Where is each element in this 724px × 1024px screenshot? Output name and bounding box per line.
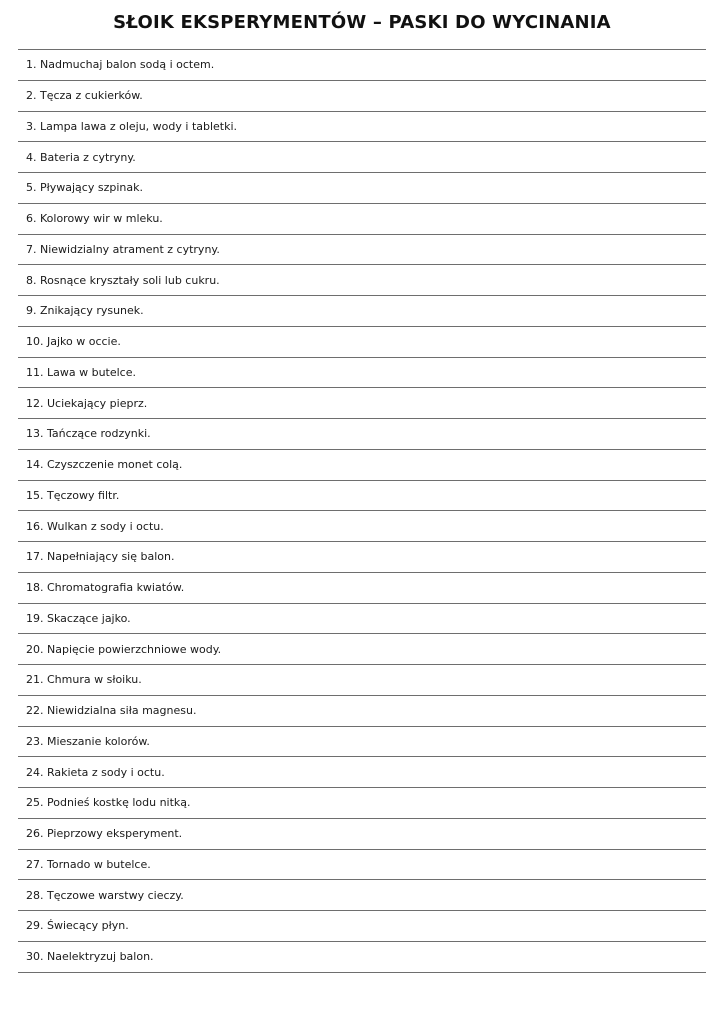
cut-strip: [18, 604, 706, 635]
strip-text: 19. Skaczące jajko.: [26, 611, 131, 625]
strip-text: 2. Tęcza z cukierków.: [26, 89, 143, 103]
cut-strip: [18, 880, 706, 911]
strip-text: 10. Jajko w occie.: [26, 335, 121, 349]
cut-strip: [18, 819, 706, 850]
cut-strip: [18, 481, 706, 512]
strip-text: 7. Niewidzialny atrament z cytryny.: [26, 242, 220, 256]
cut-strip: [18, 327, 706, 358]
cut-strip: [18, 634, 706, 665]
cut-strip: [18, 757, 706, 788]
strip-text: 1. Nadmuchaj balon sodą i octem.: [26, 58, 215, 72]
cut-strip: [18, 265, 706, 296]
strip-text: 17. Napełniający się balon.: [26, 550, 175, 564]
cut-strip: [18, 573, 706, 604]
strip-text: 25. Podnieś kostkę lodu nitką.: [26, 796, 191, 810]
cut-strip: [18, 204, 706, 235]
strip-text: 22. Niewidzialna siła magnesu.: [26, 704, 197, 718]
cut-strip: [18, 419, 706, 450]
cut-strip: [18, 358, 706, 389]
cut-strip: [18, 665, 706, 696]
strip-text: 13. Tańczące rodzynki.: [26, 427, 151, 441]
cut-strip: [18, 173, 706, 204]
strip-text: 27. Tornado w butelce.: [26, 857, 151, 871]
strip-text: 21. Chmura w słoiku.: [26, 673, 142, 687]
page-title: SŁOIK EKSPERYMENTÓW – PASKI DO WYCINANIA: [113, 12, 611, 33]
strip-text: 4. Bateria z cytryny.: [26, 150, 136, 164]
strip-text: 16. Wulkan z sody i octu.: [26, 519, 164, 533]
cut-strip: [18, 388, 706, 419]
strip-text: 12. Uciekający pieprz.: [26, 396, 148, 410]
cut-strip: [18, 542, 706, 573]
cut-strip: [18, 788, 706, 819]
cut-strip: [18, 81, 706, 112]
strip-text: 11. Lawa w butelce.: [26, 365, 136, 379]
strip-text: 5. Pływający szpinak.: [26, 181, 143, 195]
strip-text: 9. Znikający rysunek.: [26, 304, 144, 318]
strip-text: 6. Kolorowy wir w mleku.: [26, 212, 163, 226]
strip-text: 30. Naelektryzuj balon.: [26, 950, 154, 964]
strip-text: 3. Lampa lawa z oleju, wody i tabletki.: [26, 119, 238, 133]
cut-strip: [18, 50, 706, 81]
cut-strip: [18, 450, 706, 481]
cut-strip: [18, 850, 706, 881]
cut-strip: [18, 235, 706, 266]
cut-strip: [18, 696, 706, 727]
strip-text: 8. Rosnące kryształy soli lub cukru.: [26, 273, 220, 287]
strip-text: 24. Rakieta z sody i octu.: [26, 765, 165, 779]
cut-strip: [18, 942, 706, 973]
cut-strip: [18, 296, 706, 327]
cut-strip: [18, 142, 706, 173]
strip-text: 14. Czyszczenie monet colą.: [26, 458, 183, 472]
cut-strip: [18, 511, 706, 542]
cut-strip: [18, 112, 706, 143]
strip-text: 20. Napięcie powierzchniowe wody.: [26, 642, 222, 656]
cut-strip-list: [18, 49, 706, 973]
cut-strip: [18, 727, 706, 758]
strip-text: 15. Tęczowy filtr.: [26, 488, 120, 502]
strip-text: 26. Pieprzowy eksperyment.: [26, 827, 183, 841]
strip-text: 28. Tęczowe warstwy cieczy.: [26, 888, 184, 902]
cut-strip: [18, 911, 706, 942]
strip-text: 23. Mieszanie kolorów.: [26, 734, 150, 748]
strip-text: 29. Świecący płyn.: [26, 919, 129, 933]
strip-text: 18. Chromatografia kwiatów.: [26, 581, 185, 595]
